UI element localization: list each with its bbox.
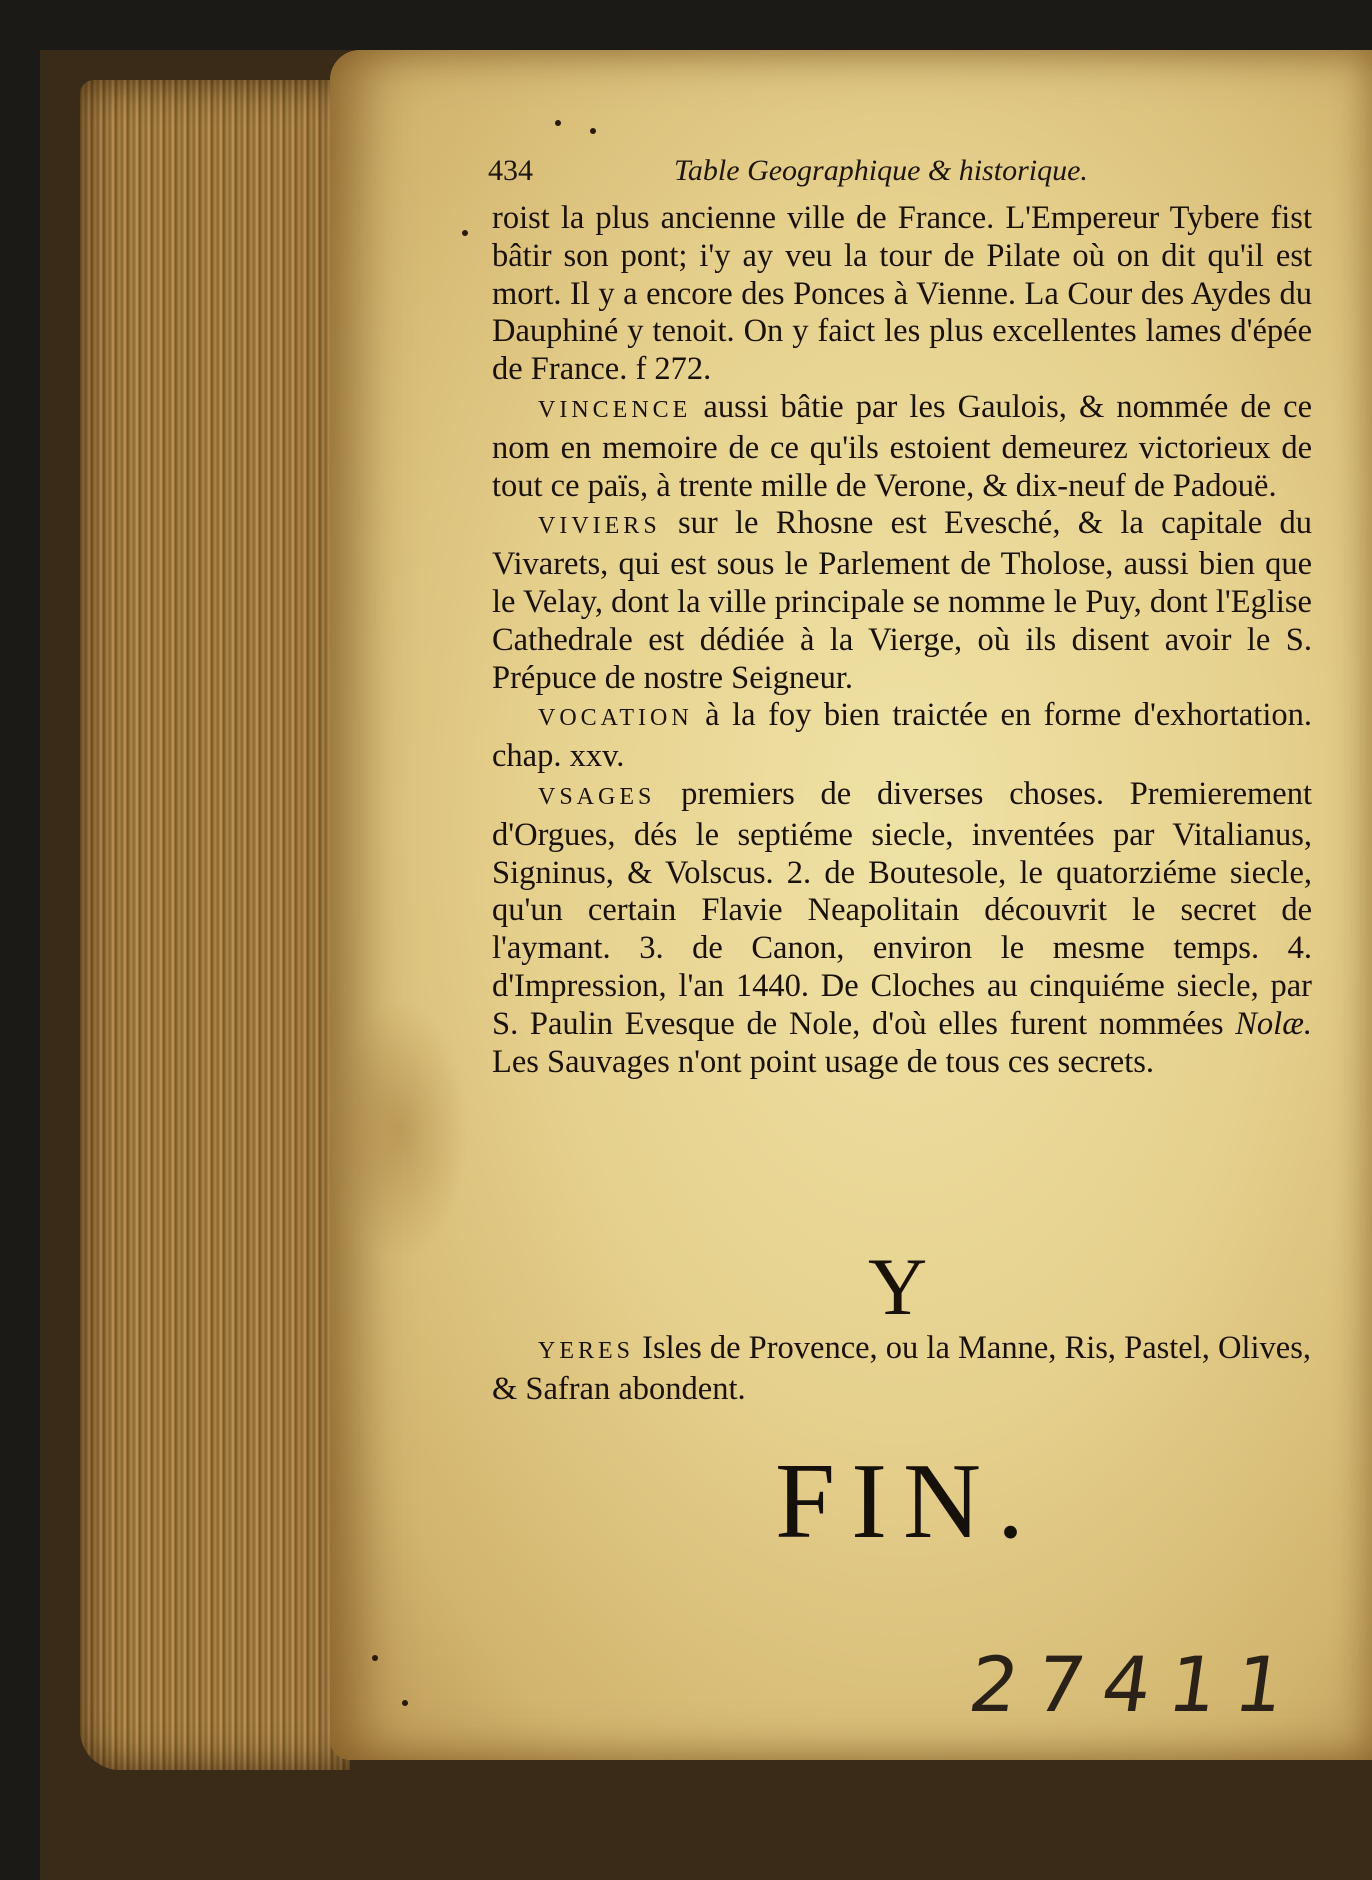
water-stain (330, 1000, 470, 1260)
entry-lead: VIVIERS (538, 513, 661, 540)
ink-speck (590, 128, 596, 134)
paragraph-text: sur le Rhosne est Evesché, & la capitale du Vivarets, qui est sous le Parlement de Tholose, aussi bien que le Velay, dont la ville principale se nomme le Puy, dont l'Eglise Cathedrale est dédiée à la Vierge, où ils disent avoir le S. Prépuce de nostre Seigneur. (492, 505, 1312, 696)
paragraph-text: roist la plus ancienne ville de France. L'Empereur Tybere fist bâtir son pont; i'y ay veu la tour de Pilate où on dit qu'il est mort. Il y a encore des Ponces à Vienne. La Cour des Aydes du Dauphiné y tenoit. On y faict les plus excellentes lames d'épée de France. f 272. (492, 200, 1312, 388)
body-text (492, 200, 1312, 1081)
paragraph-vocation (492, 697, 1312, 776)
paragraph-vienne (492, 200, 1312, 389)
ink-speck (555, 120, 561, 126)
paragraph-text: aussi bâtie par les Gaulois, & nommée de ce nom en memoire de ce qu'ils estoient demeurez victorieux de tout ce païs, à trente mille de Verone, & dix-neuf de Padouë. (492, 388, 1312, 504)
page-edges (80, 80, 350, 1770)
paragraph-viviers (492, 505, 1312, 697)
entry-lead: VINCENCE (538, 396, 692, 423)
paragraph-text: Isles de Provence, ou la Manne, Ris, Pastel, Olives, & Safran abondent. (492, 1330, 1311, 1407)
page-number: 434 (488, 154, 533, 187)
italic-word: Nolæ. (1235, 1005, 1312, 1042)
paragraph-tail: Les Sauvages n'ont point usage de tous ces secrets. (492, 1043, 1155, 1080)
handwritten-shelfmark: 27411 (963, 1640, 1309, 1729)
section-letter: Y (868, 1241, 928, 1332)
running-title: Table Geographique & historique. (674, 154, 1088, 187)
entry-lead: YERES (538, 1338, 635, 1364)
running-head (488, 154, 1168, 194)
ink-speck (372, 1655, 378, 1661)
paragraph-vincence (492, 389, 1312, 505)
fin-heading: FIN. (775, 1442, 1041, 1561)
paragraph-yeres (492, 1330, 1312, 1409)
paragraph-vsages (492, 776, 1312, 1081)
ink-speck (402, 1700, 408, 1706)
entry-lead: VSAGES (538, 783, 656, 810)
paragraph-text: premiers de diverses choses. Premierement d'Orgues, dés le septiéme siecle, inventées par Vitalianus, Signinus, & Volscus. 2. de Boutesole, le quatorziéme siecle, qu'un certain Flavie Neapolitain découvrit le secret de l'aymant. 3. de Canon, environ le mesme temps. 4. d'Impression, l'an 1440. De Cloches au cinquiéme siecle, par S. Paulin Evesque de Nole, d'où elles furent nommées (492, 775, 1312, 1042)
ink-speck (462, 230, 468, 236)
entry-lead: VOCATION (538, 705, 693, 732)
paragraph-text: à la foy bien traictée en forme d'exhortation. chap. xxv. (492, 697, 1312, 775)
